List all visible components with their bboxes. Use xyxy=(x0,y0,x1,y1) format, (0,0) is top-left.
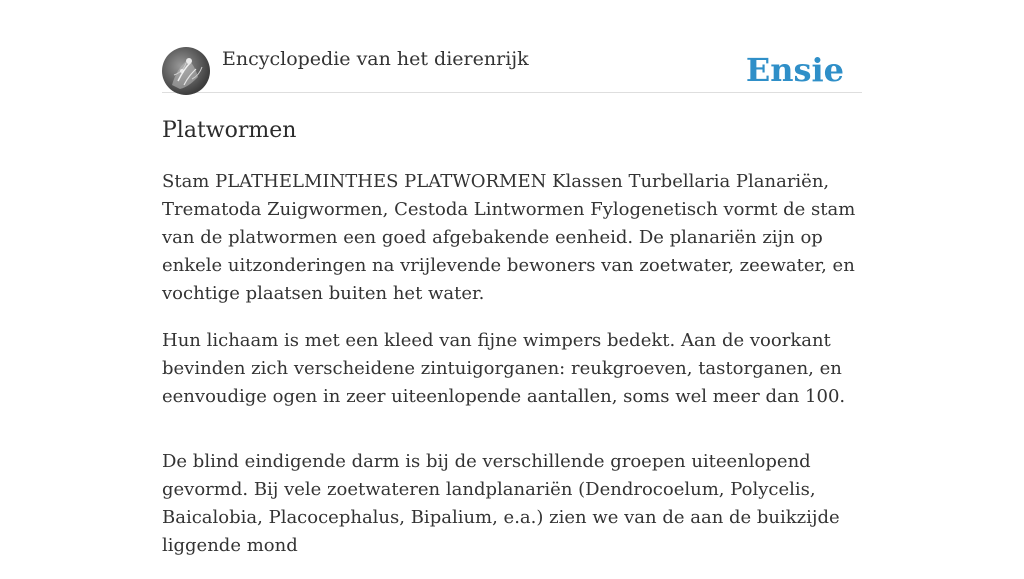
article-title: Platwormen xyxy=(162,118,297,143)
header xyxy=(162,46,862,93)
article-paragraph: De blind eindigende darm is bij de verschillende groepen uiteenlopend gevormd. Bij vele zoetwateren landplanariën (Dendrocoelum, Polycelis, Baicalobia, Placocephalus, Bipalium, e.a.) zien we van de aan de buikzijde liggende mond xyxy=(162,451,840,556)
article-paragraph: Stam PLATHELMINTHES PLATWORMEN Klassen Turbellaria Planariën, Trematoda Zuigwormen, Cestoda Lintwormen Fylogenetisch vormt de stam van de platwormen een goed afgebakende eenheid. De planariën zijn op enkele uitzonderingen na vrijlevende bewoners van zoetwater, zeewater, en vochtige plaatsen buiten het water. xyxy=(162,171,856,304)
brand-logo[interactable]: Ensie xyxy=(745,51,844,89)
article-body xyxy=(162,168,862,579)
source-avatar[interactable] xyxy=(162,47,210,95)
animal-illustration-icon xyxy=(162,47,210,95)
page xyxy=(162,0,862,556)
source-title[interactable]: Encyclopedie van het dierenrijk xyxy=(222,48,529,70)
article-paragraph: Hun lichaam is met een kleed van fijne wimpers bedekt. Aan de voorkant bevinden zich verscheidene zintuigorganen: reukgroeven, tastorganen, en eenvoudige ogen in zeer uiteenlopende aantallen, soms wel meer dan 100. xyxy=(162,330,846,407)
